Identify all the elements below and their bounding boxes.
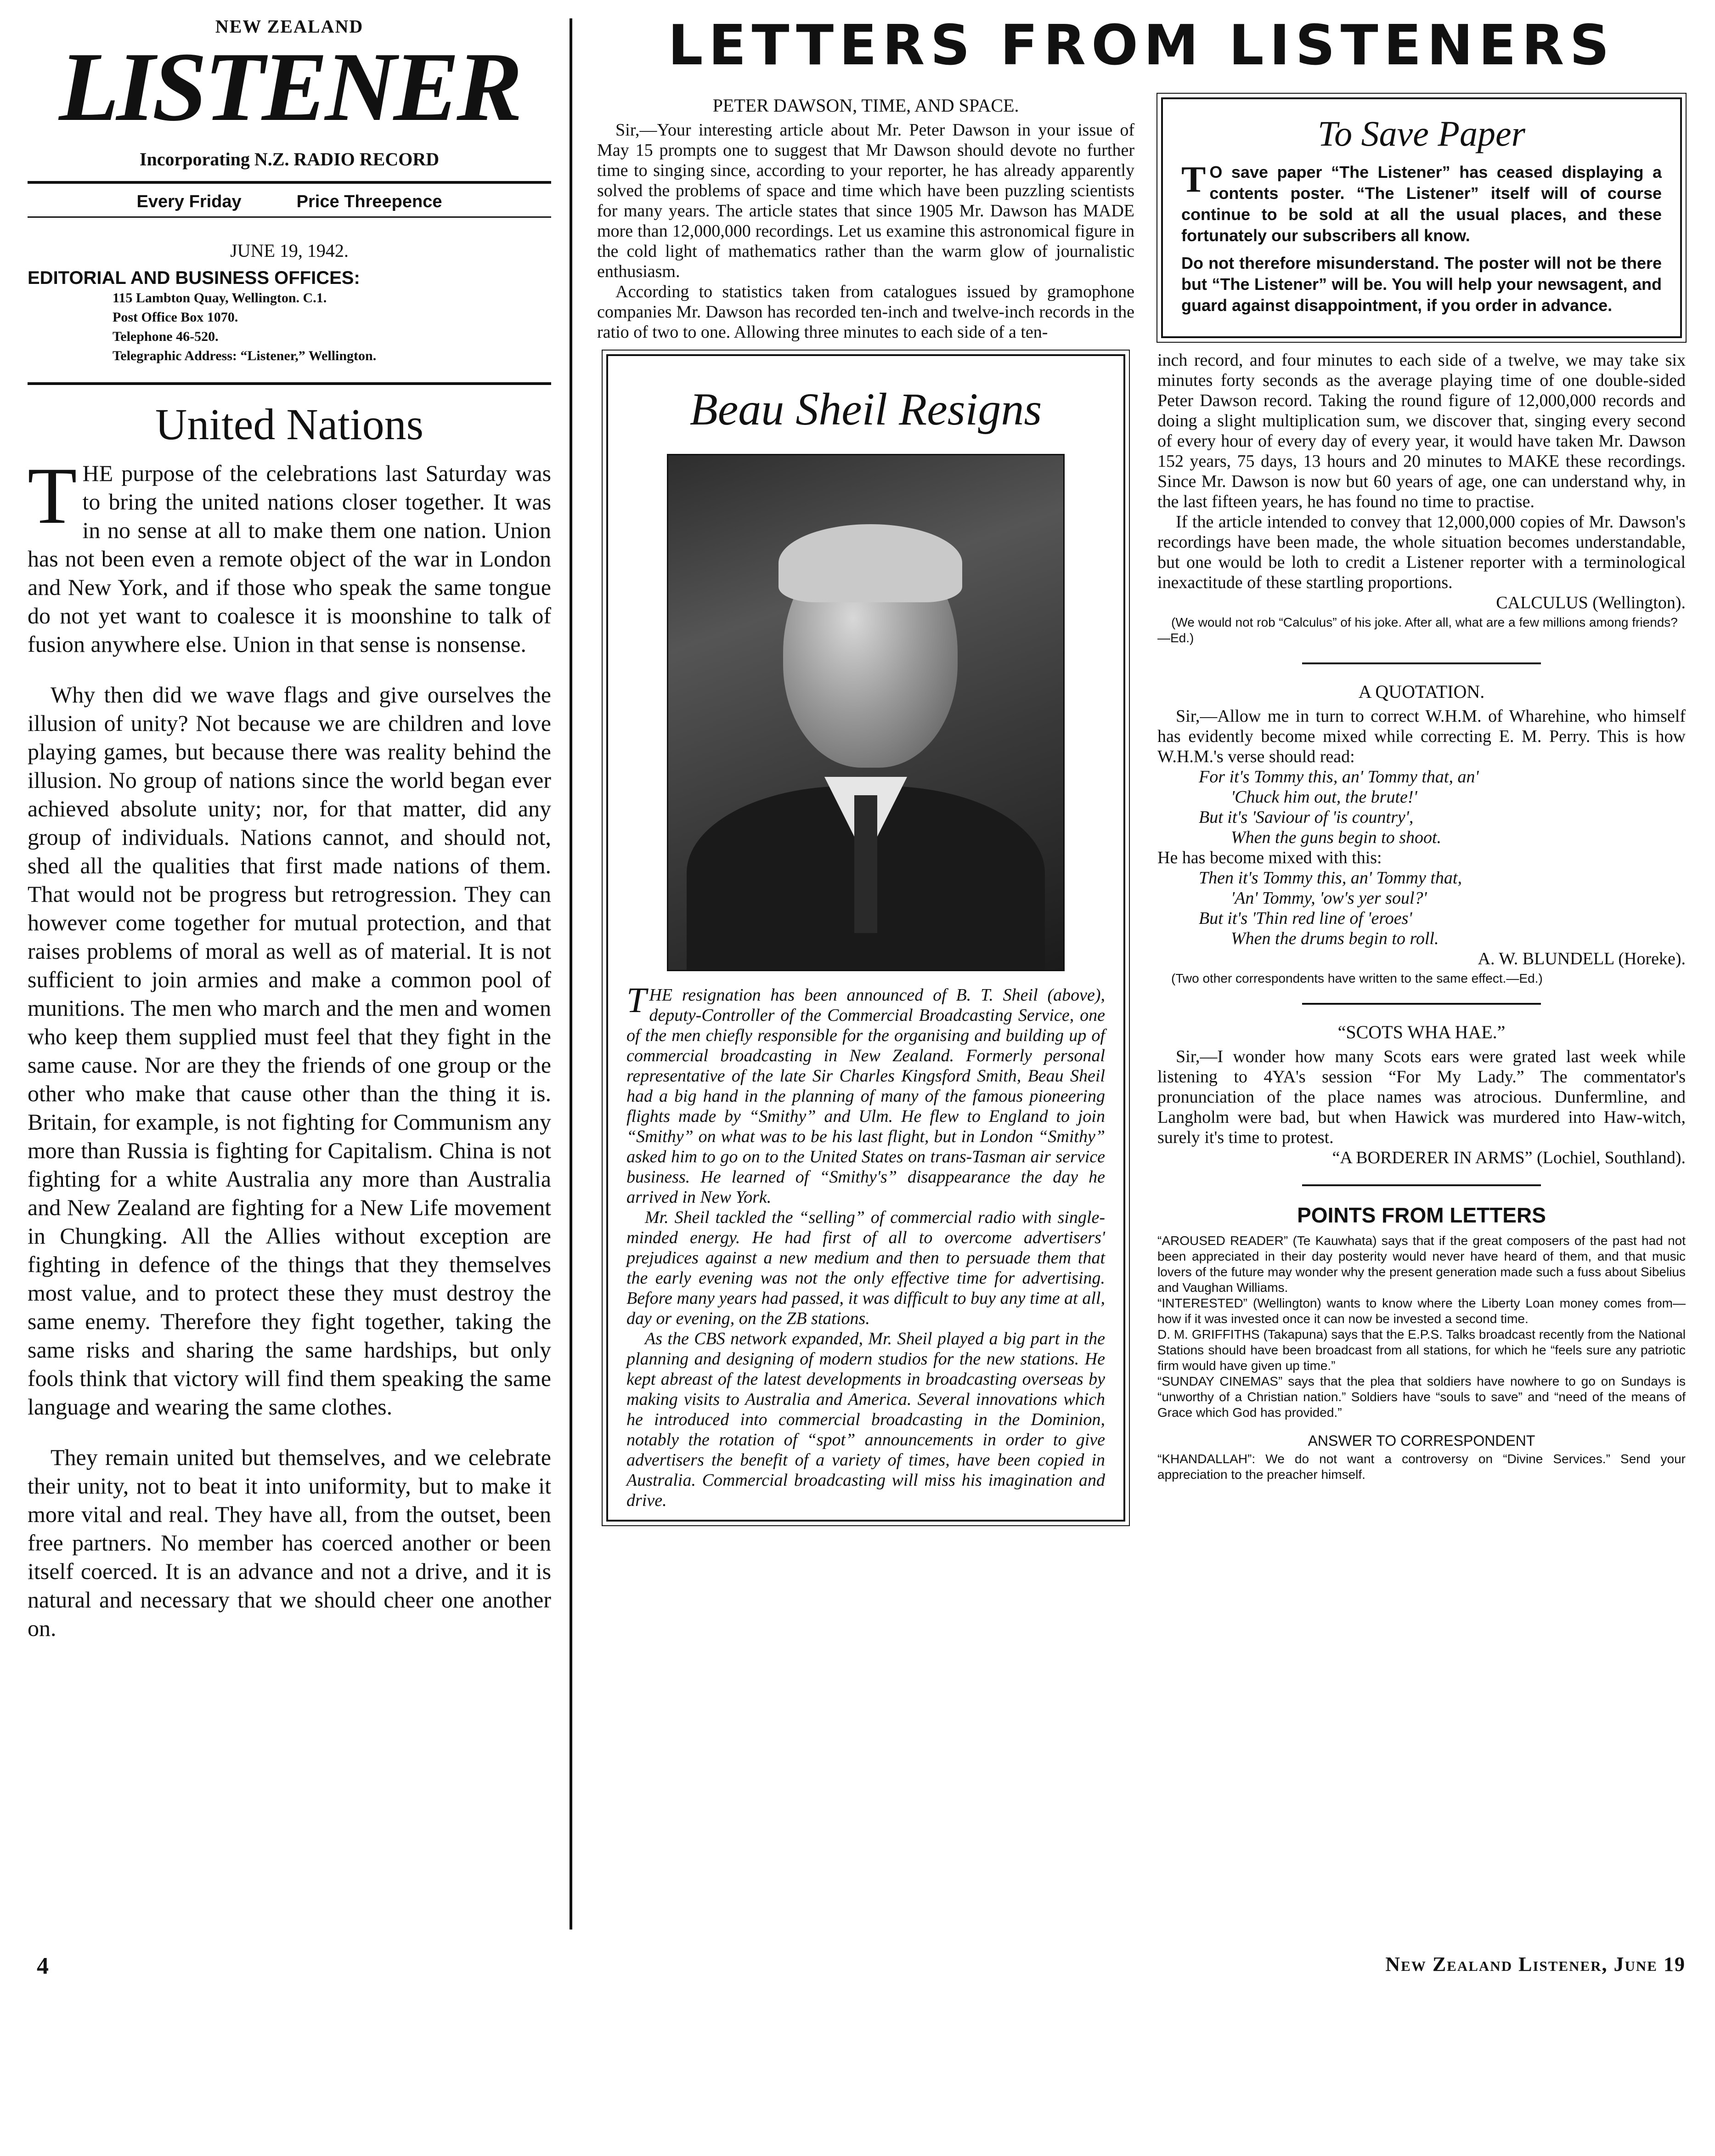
letter-title: “SCOTS WHA HAE.” <box>1337 1022 1506 1042</box>
points-title: POINTS FROM LETTERS <box>1297 1203 1546 1227</box>
column-right <box>1157 92 1686 1483</box>
beau-sheil-paragraph: THE resignation has been announced of B. T. Sheil (above), deputy-Controller of the Commercial Broadcasting Service, one of the men chiefly responsible for the organising and building up of commercial broadcasting in New Zealand. Formerly personal representative of the late Sir Charles Kingsford Smith, Beau Sheil had a big hand in the planning of many of the famous pioneering flights made by “Smithy” and Ulm. He flew to England to join “Smithy” on what was to be his last flight, but in London “Smithy” asked him to go on to the United States on trans-Tasman air service business. He learned of “Smithy's” disappearance the day he arrived in New York. <box>626 980 1105 1207</box>
editorial-paragraph: THE purpose of the celebrations last Saturday was to bring the united nations closer together. It was in no sense at all to make them one nation. Union has not been even a remote object of the war in London and New York, and if those who speak the same tongue do not yet want to coalesce it is moonshine to talk of fusion anywhere else. Union in that sense is nonsense. <box>28 451 551 657</box>
answer-title: ANSWER TO CORRESPONDENT <box>1308 1432 1535 1449</box>
letter-paragraph: Sir,—I wonder how many Scots ears were grated last week while listening to 4YA's session “For My Lady.” The commentator's pronunciation of the place names was atrocious. Dunfermline, and Langholm were bad, but when Hawick was murdered into Haw-witch, surely it's time to protest. <box>1157 1047 1686 1147</box>
separator <box>1302 1184 1541 1186</box>
answer-text: “KHANDALLAH”: We do not want a controversy on “Divine Services.” Send your appreciation to the preacher himself. <box>1157 1452 1686 1482</box>
editorial-title: United Nations <box>155 400 423 449</box>
point-item: “SUNDAY CINEMAS” says that the plea that soldiers have nowhere to go on Sundays is “unworthy of a Christian nation.” Soldiers have “souls to save” and “need of the means of Grace which God has provided.” <box>1157 1374 1686 1420</box>
letter-paragraph: Sir,—Your interesting article about Mr. Peter Dawson in your issue of May 15 prompts one to suggest that Mr Dawson should devote no further time to singing since, according to your reporter, he has already apparently solved the problems of space and time which have been puzzling scientists for many years. The article states that since 1905 Mr. Dawson has MADE more than 12,000,000 recordings. Let us examine this astronomical figure in the cold light of mathematics rather than the warm glow of journalistic enthusiasm. <box>597 120 1134 281</box>
masthead-incorporating: Incorporating N.Z. RADIO RECORD <box>139 149 440 170</box>
price: Price Threepence <box>296 192 442 211</box>
drop-cap: T <box>1181 159 1206 200</box>
letter-paragraph: According to statistics taken from catalogues issued by gramophone companies Mr. Dawson has recorded ten-inch and twelve-inch records in the ratio of two to one. Allowing three minutes to each side of a ten- <box>597 282 1134 342</box>
drop-cap: T <box>626 980 647 1020</box>
letter-paragraph: If the article intended to convey that 12,000,000 copies of Mr. Dawson's recordings have been made, the whole situation becomes understandable, but one would be loth to credit a Listener reporter with a terminological inexactitude of these startling proportions. <box>1157 512 1686 592</box>
letter-paragraph: He has become mixed with this: <box>1157 848 1382 867</box>
drop-cap: T <box>28 451 77 541</box>
verse-line: Then it's Tommy this, an' Tommy that, <box>1199 868 1462 888</box>
save-paper-title: To Save Paper <box>1317 113 1526 153</box>
separator <box>1302 1003 1541 1005</box>
beau-sheil-paragraph: Mr. Sheil tackled the “selling” of commercial radio with single-minded energy. He had first of all to overcome advertisers' prejudices against a new medium and then to persuade them that the early evening was not the only effective time for advertising. Before many years had passed, it was difficult to buy any time at all, day or evening, on the ZB stations. <box>626 1208 1105 1328</box>
save-paper-paragraph: Do not therefore misunderstand. The poster will not be there but “The Listener” will be. You will help your newsagent, and guard against disappointment, if you order in advance. <box>1181 254 1662 315</box>
verse-line: But it's 'Thin red line of 'eroes' <box>1199 909 1412 928</box>
address-line: 115 Lambton Quay, Wellington. C.1. <box>113 290 327 306</box>
verse-line: But it's 'Saviour of 'is country', <box>1199 808 1414 827</box>
verse-block <box>1157 767 1686 848</box>
letter-signature: “A BORDERER IN ARMS” (Lochiel, Southland). <box>1332 1148 1686 1167</box>
letter-paragraph: Sir,—Allow me in turn to correct W.H.M. of Wharehine, who himself has evidently become mixed while correcting E. M. Perry. This is how W.H.M.'s verse should read: <box>1157 707 1686 766</box>
beau-sheil-paragraph: As the CBS network expanded, Mr. Sheil played a big part in the planning and designing of modern studios for the new stations. He kept abreast of the latest developments in broadcasting overseas by making visits to Australia and America. Several innovations which he introduced into commercial broadcasting in the Dominion, notably the rotation of “spot” announcements in order to give advertisers the benefit of a variety of times, have been copied in Australia. Commercial broadcasting will miss his imagination and drive. <box>626 1329 1105 1510</box>
beau-sheil-title: Beau Sheil Resigns <box>689 384 1042 435</box>
address-block <box>113 289 551 366</box>
save-paper-box <box>1161 97 1682 338</box>
address-line: Telephone 46-520. <box>113 329 219 344</box>
separator <box>1302 662 1541 664</box>
divider <box>28 382 551 385</box>
masthead-overline: NEW ZEALAND <box>215 16 364 37</box>
address-line: Post Office Box 1070. <box>113 310 238 325</box>
editor-note: (We would not rob “Calculus” of his joke. After all, what are a few millions among friends?—Ed.) <box>1157 615 1678 645</box>
save-paper-paragraph: T O save paper “The Listener” has ceased displaying a contents poster. “The Listener” itself will of course continue to be sold at all the usual places, and these fortunately our subscribers all know. <box>1181 159 1662 245</box>
verse-line: For it's Tommy this, an' Tommy that, an' <box>1199 767 1479 787</box>
masthead-title: LISTENER <box>59 32 520 141</box>
frequency-price <box>28 184 551 216</box>
letter-signature: A. W. BLUNDELL (Horeke). <box>1478 949 1686 968</box>
beau-sheil-box <box>606 354 1125 1522</box>
page-header: LETTERS FROM LISTENERS <box>668 14 1615 78</box>
verse-block <box>1157 868 1686 949</box>
page-footer: New Zealand Listener, June 19 <box>1385 1953 1686 1975</box>
portrait-photo <box>667 454 1065 971</box>
letter-title: A QUOTATION. <box>1358 681 1485 702</box>
issue-date: JUNE 19, 1942. <box>230 240 349 261</box>
frequency: Every Friday <box>136 192 242 211</box>
verse-line: When the drums begin to roll. <box>1231 929 1439 948</box>
editor-note: (Two other correspondents have written to the same effect.—Ed.) <box>1171 971 1543 985</box>
point-item: “INTERESTED” (Wellington) wants to know where the Liberty Loan money comes from—how if it was invested once it can now be invested a second time. <box>1157 1296 1686 1326</box>
letter-continuation <box>1157 350 1686 646</box>
offices-heading: EDITORIAL AND BUSINESS OFFICES: <box>28 268 360 288</box>
verse-line: 'An' Tommy, 'ow's yer soul?' <box>1231 888 1427 908</box>
letter-title: PETER DAWSON, TIME, AND SPACE. <box>712 95 1019 116</box>
verse-line: When the guns begin to shoot. <box>1231 828 1442 847</box>
verse-line: 'Chuck him out, the brute!' <box>1231 787 1417 807</box>
editorial-paragraph: They remain united but themselves, and we celebrate their unity, not to beat it into uniformity, but to make it more vital and real. They have all, from the outset, been free partners. No member has coerced another or been itself coerced. It is an advance and not a drive, and it is natural and necessary that we should cheer one another on. <box>28 1444 551 1641</box>
point-item: “AROUSED READER” (Te Kauwhata) says that if the great composers of the past had not been appreciated in their day posterity would never have heard of them, and that music lovers of the future may wonder why the present generation made such a fuss about Sibelius and Vaughan Williams. <box>1157 1234 1686 1295</box>
address-line: Telegraphic Address: “Listener,” Wellington. <box>113 348 377 363</box>
page-number: 4 <box>37 1953 49 1979</box>
letter-paragraph: inch record, and four minutes to each side of a twelve, we may take six minutes forty seconds as the average playing time of one double-sided Peter Dawson record. Taking the round figure of 12,000,000 records and doing a slight multiplication sum, we discover that, singing every second of every hour of every day of every year, it would have taken Mr. Dawson 152 years, 75 days, 13 hours and 20 minutes to MAKE these recordings. Since Mr. Dawson is now but 60 years of age, one can understand why, in the last fifteen years, he has found no time to practise. <box>1157 351 1686 511</box>
column-middle <box>597 92 1134 1522</box>
letter-signature: CALCULUS (Wellington). <box>1496 593 1686 612</box>
editorial-paragraph: Why then did we wave flags and give ourselves the illusion of unity? Not because we are children and love playing games, but because there was reality behind the illusion. No group of nations since the world began ever achieved absolute unity; nor, for that matter, did any group of individuals. Nations cannot, and should not, shed all the qualities that first made nations of them. That would not be progress but retrogression. They can however come together for mutual protection, and that raises problems of moral as well as of material. It is not sufficient to join armies and make a common pool of munitions. The men who march and the men and women who keep them supplied must feel that they fight in the same cause. Nor are they the friends of one group or the other who make that cause other than the thing it is. Britain, for example, is not fighting for Communism any more than Russia is fighting for Capitalism. China is not fighting for a white Australia any more than Australia and New Zealand are fighting for a New Life movement in Chungking. All the Allies without exception are fighting in defence of the things that they themselves most value, and to protect these they must destroy the same enemy. Therefore they fight together, taking the same risks and sharing the same hardships, but only fools think that victory will find them speaking the same language and wearing the same clothes. <box>28 682 551 1420</box>
divider <box>28 216 551 218</box>
point-item: D. M. GRIFFITHS (Takapuna) says that the E.P.S. Talks broadcast recently from the National Stations should have been broadcast from all stations, for which he “feels sure any patriotic firm would have given up time.” <box>1157 1327 1686 1373</box>
column-rule <box>570 18 572 1930</box>
column-left <box>28 0 551 1664</box>
